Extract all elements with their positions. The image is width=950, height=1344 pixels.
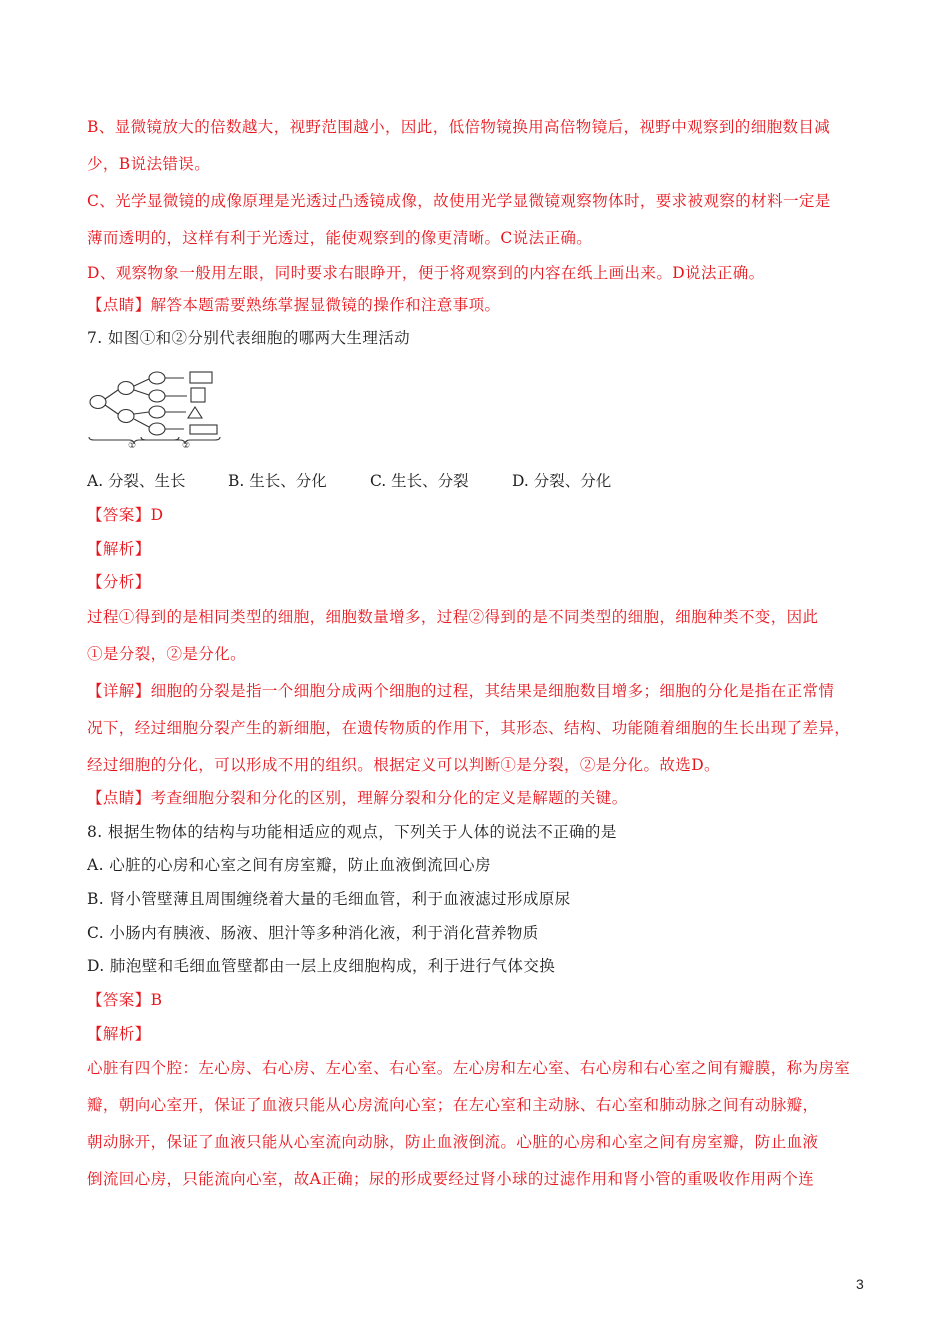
cell-gen2-4 <box>149 423 165 435</box>
q6-option-c-analysis-line1: C、光学显微镜的成像原理是光透过凸透镜成像，故使用光学显微镜观察物体时，要求被观察的材料一定是 <box>87 192 831 210</box>
tissue-rect-2 <box>190 425 217 434</box>
cell-gen2-2 <box>149 390 165 402</box>
q8-option-d: D. 肺泡壁和毛细血管壁都由一层上皮细胞构成，利于进行气体交换 <box>87 957 556 975</box>
q7-option-a: A. 分裂、生长 <box>87 472 186 490</box>
q7-tip: 【点睛】考查细胞分裂和分化的区别，理解分裂和分化的定义是解题的关键。 <box>87 789 628 807</box>
q8-analysis-line3: 朝动脉开，保证了血液只能从心室流向动脉，防止血液倒流。心脏的心房和心室之间有房室瓣，防止血液 <box>87 1133 819 1151</box>
q7-detail-line2: 况下，经过细胞分裂产生的新细胞，在遗传物质的作用下，其形态、结构、功能随着细胞的生长出现了差异， <box>87 719 851 737</box>
q7-analysis-line2: ①是分裂，②是分化。 <box>87 645 247 663</box>
tissue-triangle <box>188 407 202 418</box>
q6-option-b-analysis-line1: B、显微镜放大的倍数越大，视野范围越小，因此，低倍物镜换用高倍物镜后，视野中观察到的细胞数目减 <box>87 118 831 136</box>
cell-root <box>90 396 106 409</box>
diagram-label-2: ② <box>181 441 191 448</box>
tissue-rect-1 <box>190 372 212 383</box>
q7-detail-line1: 【详解】细胞的分裂是指一个细胞分成两个细胞的过程，其结果是细胞数目增多；细胞的分化是指在正常情 <box>87 682 835 700</box>
q8-jiexi-heading: 【解析】 <box>87 1025 151 1043</box>
q7-question: 7. 如图①和②分别代表细胞的哪两大生理活动 <box>87 329 411 347</box>
q6-option-b-analysis-line2: 少，B说法错误。 <box>87 155 211 173</box>
q8-answer: 【答案】B <box>87 991 163 1009</box>
q7-fenxi-heading: 【分析】 <box>87 573 151 591</box>
q7-option-d: D. 分裂、分化 <box>512 472 612 490</box>
q8-option-b: B. 肾小管壁薄且周围缠绕着大量的毛细血管，利于血液滤过形成原尿 <box>87 890 571 908</box>
q8-analysis-line1: 心脏有四个腔：左心房、右心房、左心室、右心室。左心房和左心室、右心房和右心室之间有瓣膜，称为房室 <box>87 1059 851 1077</box>
q7-option-b: B. 生长、分化 <box>228 472 327 490</box>
q7-detail-line3: 经过细胞的分化，可以形成不用的组织。根据定义可以判断①是分裂，②是分化。故选D。 <box>87 756 720 774</box>
tissue-square <box>191 388 205 402</box>
q6-option-c-analysis-line2: 薄而透明的，这样有利于光透过，能使观察到的像更清晰。C说法正确。 <box>87 229 593 247</box>
q8-option-a: A. 心脏的心房和心室之间有房室瓣，防止血液倒流回心房 <box>87 856 491 874</box>
q8-option-c: C. 小肠内有胰液、肠液、胆汁等多种消化液，利于消化营养物质 <box>87 924 539 942</box>
page-number: 3 <box>856 1276 864 1292</box>
diagram-label-1: ① <box>127 441 137 448</box>
cell-process-diagram <box>86 366 221 448</box>
q7-jiexi-heading: 【解析】 <box>87 540 151 558</box>
q6-tip: 【点睛】解答本题需要熟练掌握显微镜的操作和注意事项。 <box>87 296 501 314</box>
q7-answer: 【答案】D <box>87 506 164 524</box>
cell-gen2-3 <box>149 406 165 418</box>
cell-gen1-top <box>118 382 134 395</box>
cell-gen2-1 <box>149 372 165 384</box>
q8-analysis-line4: 倒流回心房，只能流向心室，故A正确；尿的形成要经过肾小球的过滤作用和肾小管的重吸收作用两个连 <box>87 1170 815 1188</box>
q7-analysis-line1: 过程①得到的是相同类型的细胞，细胞数量增多，过程②得到的是不同类型的细胞，细胞种类不变，因此 <box>87 608 819 626</box>
q6-option-d-analysis: D、观察物象一般用左眼，同时要求右眼睁开，便于将观察到的内容在纸上画出来。D说法正确。 <box>87 264 765 282</box>
q7-option-c: C. 生长、分裂 <box>370 472 469 490</box>
q8-analysis-line2: 瓣，朝向心室开，保证了血液只能从心房流向心室；在左心室和主动脉、右心室和肺动脉之间有动脉瓣， <box>87 1096 819 1114</box>
cell-gen1-bottom <box>118 410 134 423</box>
q8-question: 8. 根据生物体的结构与功能相适应的观点，下列关于人体的说法不正确的是 <box>87 823 617 841</box>
